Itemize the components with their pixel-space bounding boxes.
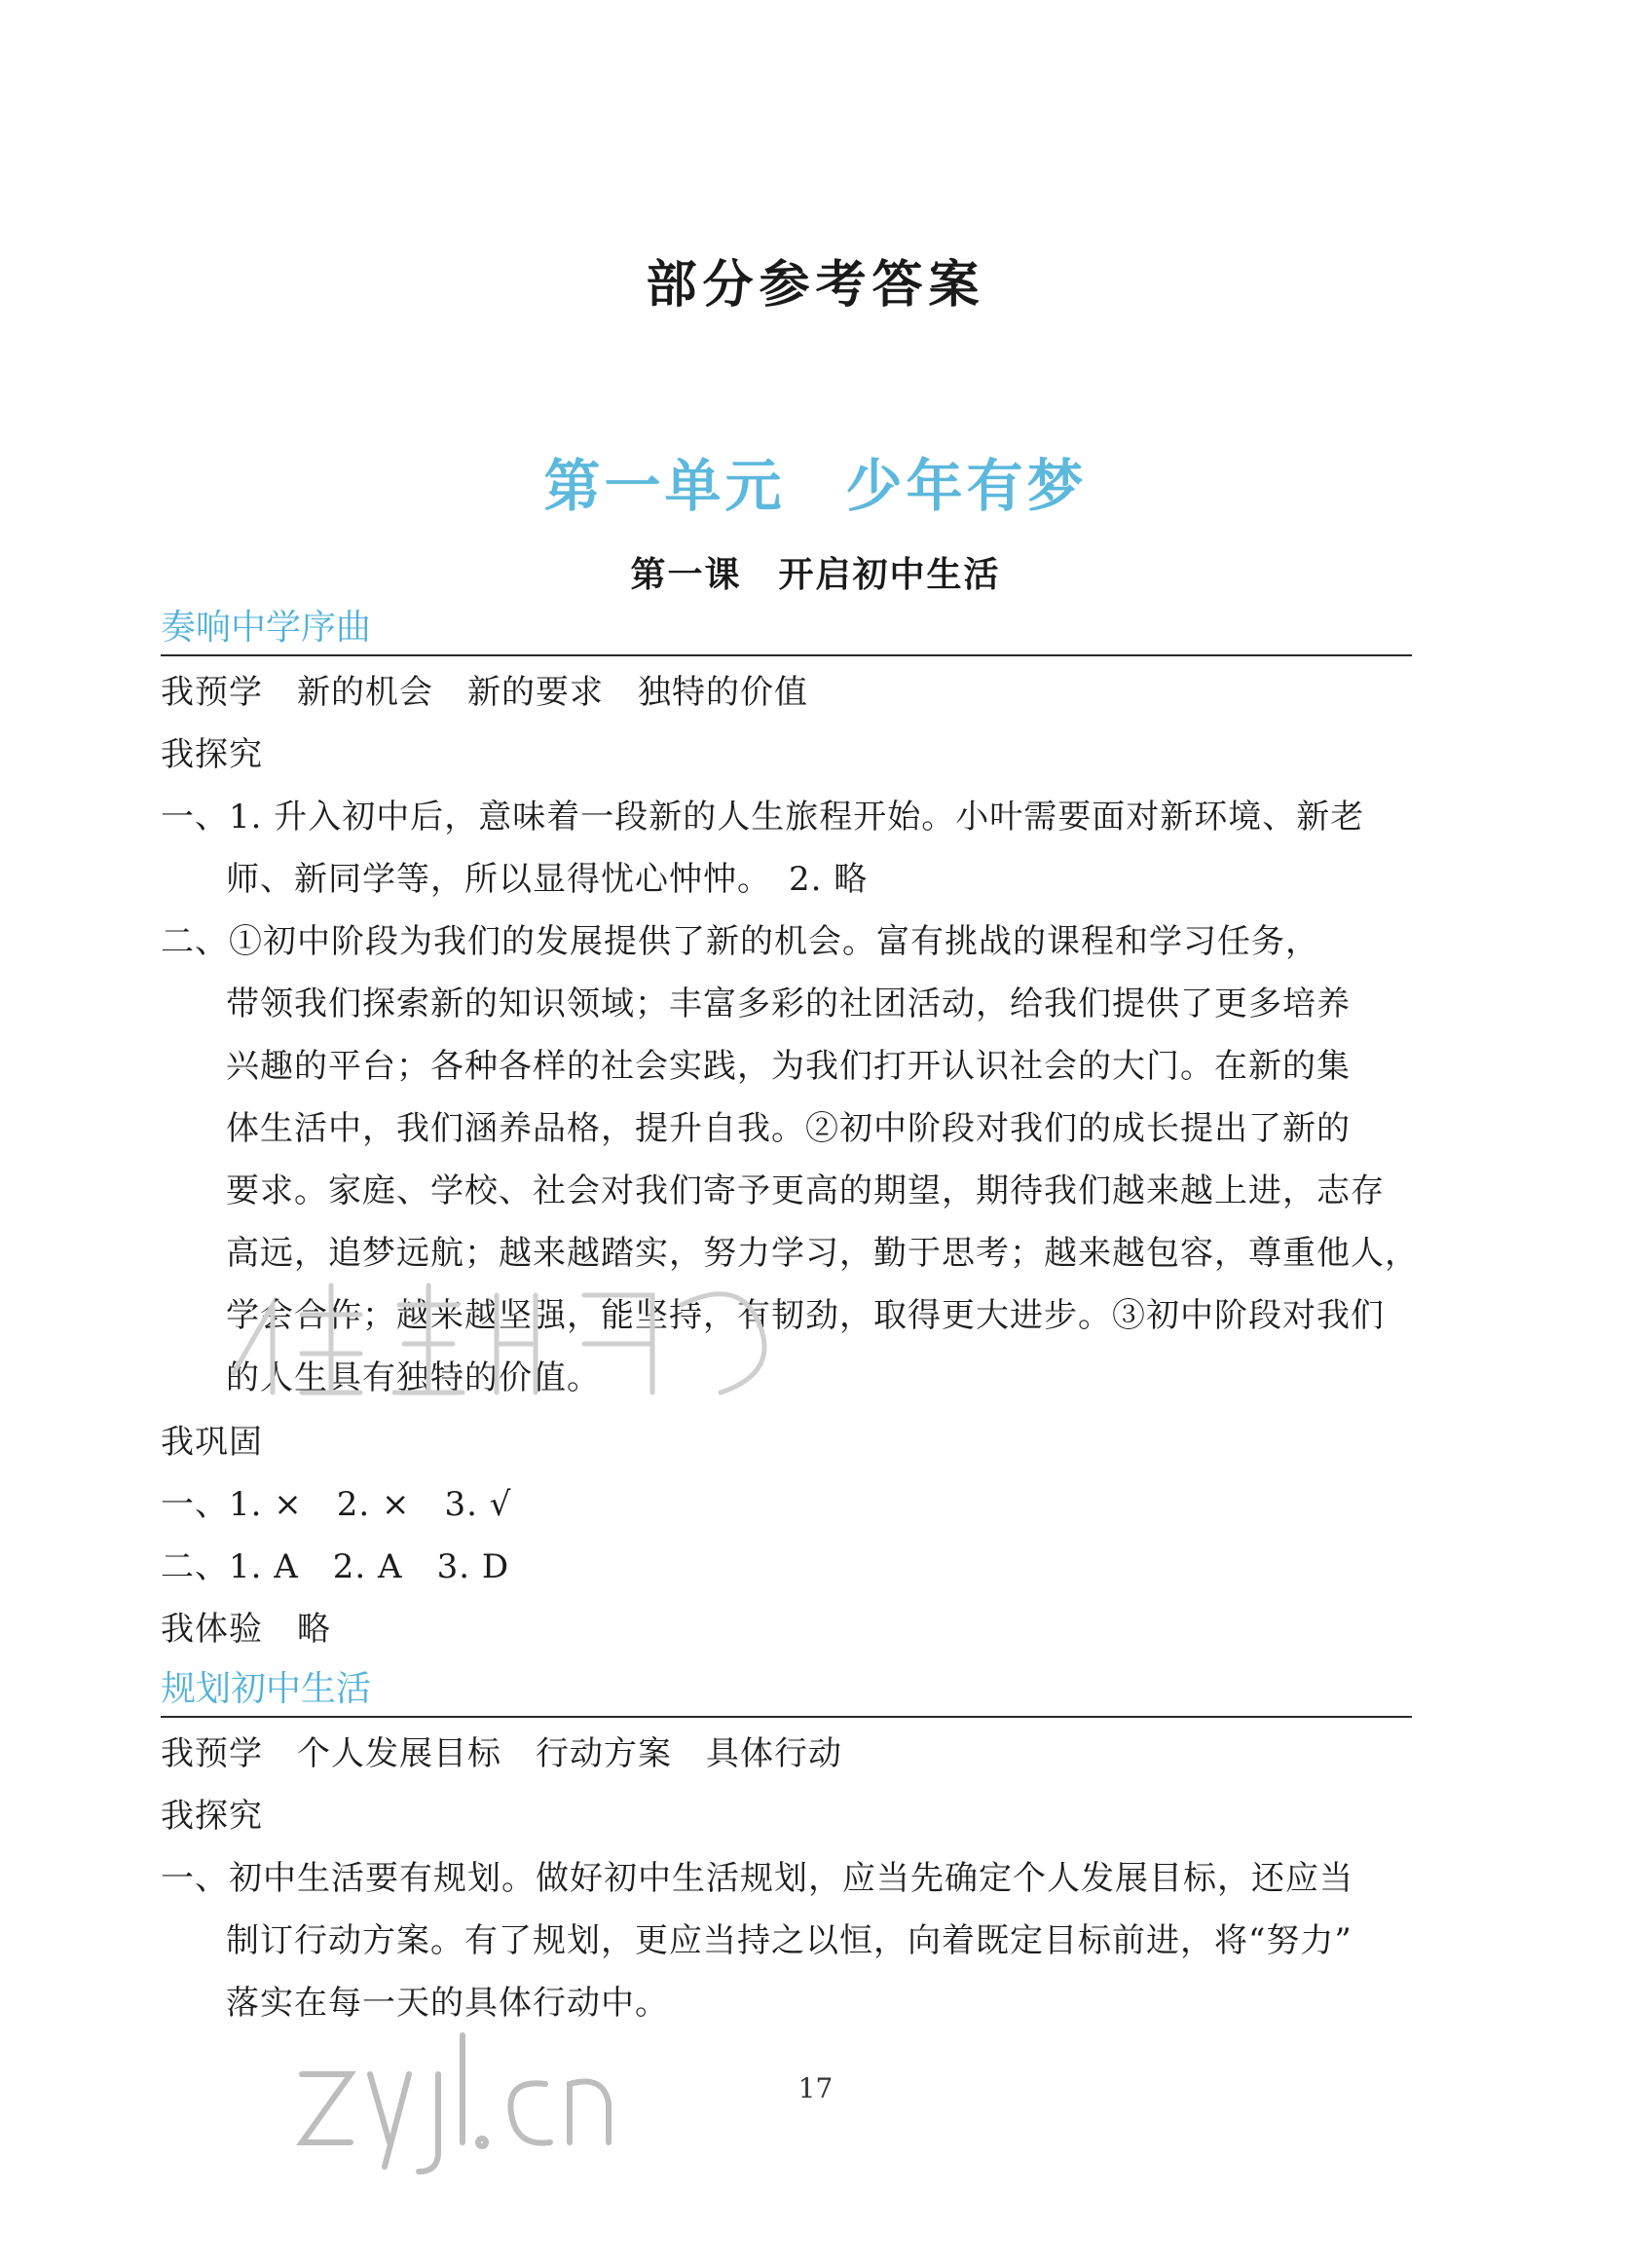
text-line: 兴趣的平台；各种各样的社会实践，为我们打开认识社会的大门。在新的集: [226, 1047, 1351, 1086]
text-line: 我探究: [161, 1797, 263, 1836]
text-line: 制订行动方案。有了规划，更应当持之以恒，向着既定目标前进，将“努力”: [226, 1921, 1353, 1960]
text-line: 体生活中，我们涵养品格，提升自我。②初中阶段对我们的成长提出了新的: [226, 1109, 1351, 1148]
page-number: 17: [797, 2072, 834, 2104]
text-line: 的人生具有独特的价值。: [226, 1358, 601, 1397]
text-line: 师、新同学等，所以显得忧心忡忡。 2. 略: [226, 860, 869, 899]
section-heading: 规划初中生活: [161, 1667, 1412, 1718]
text-line: 带领我们探索新的知识领域；丰富多彩的社团活动，给我们提供了更多培养: [226, 985, 1351, 1023]
text-line: 我预学 个人发展目标 行动方案 具体行动: [161, 1734, 842, 1773]
watermark-jx: [214, 1266, 818, 1412]
text-line: 要求。家庭、学校、社会对我们寄予更高的期望，期待我们越来越上进，志存: [226, 1171, 1385, 1210]
text-line: 我体验 略: [161, 1610, 331, 1649]
page-title: 部分参考答案: [646, 255, 985, 315]
text-line: 一、1. 升入初中后，意味着一段新的人生旅程开始。小叶需要面对新环境、新老: [161, 798, 1365, 837]
lesson-title: 第一课 开启初中生活: [630, 554, 1001, 595]
text-line: 落实在每一天的具体行动中。: [226, 1984, 669, 2023]
text-line: 高远，追梦远航；越来越踏实，努力学习，勤于思考；越来越包容，尊重他人，: [226, 1234, 1419, 1273]
text-line: 我预学 新的机会 新的要求 独特的价值: [161, 673, 808, 712]
text-line: 二、①初中阶段为我们的发展提供了新的机会。富有挑战的课程和学习任务，: [161, 922, 1319, 961]
unit-title: 第一单元 少年有梦: [543, 453, 1088, 519]
watermark-zy: [292, 2006, 730, 2181]
text-line: 我巩固: [161, 1423, 263, 1462]
section-heading: 奏响中学序曲: [161, 606, 1412, 656]
text-line: 学会合作；越来越坚强，能坚持，有韧劲，取得更大进步。③初中阶段对我们: [226, 1296, 1385, 1335]
text-line: 二、1. A 2. A 3. D: [161, 1547, 510, 1586]
text-line: 一、1. × 2. × 3. √: [161, 1485, 512, 1524]
text-line: 一、初中生活要有规划。做好初中生活规划，应当先确定个人发展目标，还应当: [161, 1859, 1353, 1898]
text-line: 我探究: [161, 735, 263, 774]
